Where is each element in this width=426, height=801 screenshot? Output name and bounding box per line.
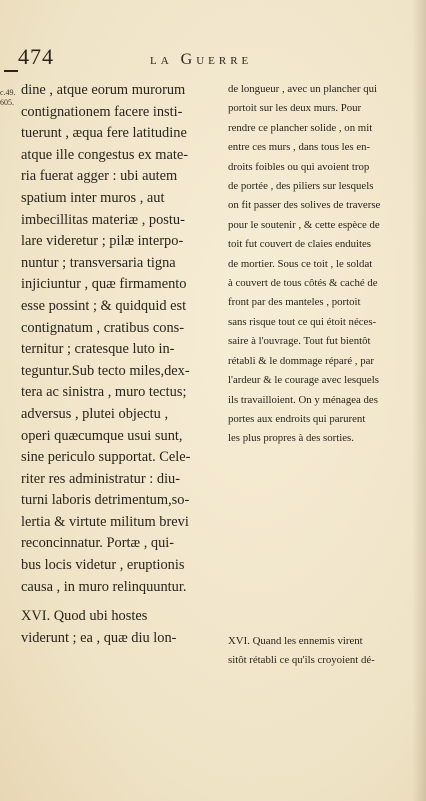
- margin-notes: [0, 88, 16, 108]
- text-line: portes aux endroits qui parurent: [228, 412, 366, 425]
- latin-paragraph-1: [21, 80, 217, 598]
- text-line: riter res administratur : diu-: [21, 470, 181, 487]
- text-line: esse possint ; & quidquid est: [21, 297, 187, 314]
- text-line: rétabli & le dommage réparé , par: [228, 354, 374, 367]
- text-line: droits foibles ou qui avoient trop: [228, 160, 370, 173]
- text-line: ria fuerat agger : ubi autem: [21, 168, 178, 185]
- text-line: de longueur , avec un plancher qui: [228, 83, 378, 95]
- french-paragraph-2: [228, 632, 416, 671]
- text-line: viderunt ; ea , quæ diu lon-: [21, 629, 177, 646]
- text-line: nuntur ; transversaria tigna: [21, 254, 176, 271]
- text-line: toit fut couvert de claies enduites: [228, 238, 372, 251]
- text-line: l'ardeur & le courage avec lesquels: [228, 374, 379, 387]
- text-line: on fit passer des solives de traverse: [228, 199, 381, 212]
- text-line: XVI. Quod ubi hostes: [21, 608, 148, 625]
- latin-column: [21, 80, 217, 649]
- text-line: ils travailloient. On y ménagea des: [228, 393, 378, 406]
- margin-note: 605.: [0, 98, 14, 107]
- text-line: tera ac sinistra , muro tectus;: [21, 384, 187, 401]
- text-line: lare videretur ; pilæ interpo-: [21, 233, 184, 250]
- french-paragraph-1: [228, 80, 416, 449]
- text-line: entre ces murs , dans tous les en-: [228, 141, 371, 154]
- page-number: 474: [18, 44, 54, 69]
- text-line: teguntur.Sub tecto miles,dex-: [21, 362, 190, 379]
- text-line: front par des manteles , portoit: [228, 296, 361, 309]
- text-line: saire à l'ouvrage. Tout fut bientôt: [228, 335, 371, 348]
- text-line: adversus , plutei objectu ,: [21, 405, 169, 422]
- text-line: reconcinnatur. Portæ , qui-: [21, 535, 175, 552]
- french-column: [228, 80, 416, 671]
- text-line: les plus propres à des sorties.: [228, 432, 354, 445]
- text-line: lertia & virtute militum brevi: [21, 513, 189, 530]
- margin-note: c.49.: [0, 88, 16, 97]
- text-line: causa , in muro relinquuntur.: [21, 578, 187, 595]
- text-line: de mortier. Sous ce toit , le soldat: [228, 257, 373, 270]
- text-line: injiciuntur , quæ firmamento: [21, 276, 187, 293]
- text-line: sine periculo supportat. Cele-: [21, 449, 191, 466]
- running-title: la Guerre: [150, 51, 253, 68]
- text-line: contignationem facere insti-: [21, 103, 183, 120]
- text-line: atque ille congestus ex mate-: [21, 146, 189, 163]
- text-line: pour le soutenir , & cette espèce de: [228, 218, 380, 231]
- text-line: imbecillitas materiæ , postu-: [21, 211, 185, 228]
- text-line: rendre ce plancher solide , on mit: [228, 121, 373, 134]
- text-line: dine , atque eorum murorum: [21, 82, 186, 98]
- latin-paragraph-2: [21, 606, 217, 649]
- page-header: [0, 44, 426, 74]
- text-line: bus locis videtur , eruptionis: [21, 557, 185, 574]
- text-line: tuerunt , æqua fere latitudine: [21, 125, 187, 142]
- text-line: de portée , des piliers sur lesquels: [228, 180, 374, 193]
- text-line: XVI. Quand les ennemis virent: [228, 634, 363, 647]
- text-line: sitôt rétabli ce qu'ils croyoient dé-: [228, 654, 375, 667]
- text-line: ternitur ; cratesque luto in-: [21, 341, 175, 358]
- header-rule: [4, 70, 18, 72]
- text-line: spatium inter muros , aut: [21, 189, 165, 206]
- text-line: sans risque tout ce qui étoit néces-: [228, 315, 377, 328]
- text-line: portoit sur les deux murs. Pour: [228, 102, 362, 115]
- text-line: à couvert de tous côtés & caché de: [228, 277, 378, 290]
- text-line: turni laboris detrimentum,so-: [21, 492, 190, 509]
- text-line: operi quæcumque usui sunt,: [21, 427, 183, 444]
- text-line: contignatum , cratibus cons-: [21, 319, 185, 336]
